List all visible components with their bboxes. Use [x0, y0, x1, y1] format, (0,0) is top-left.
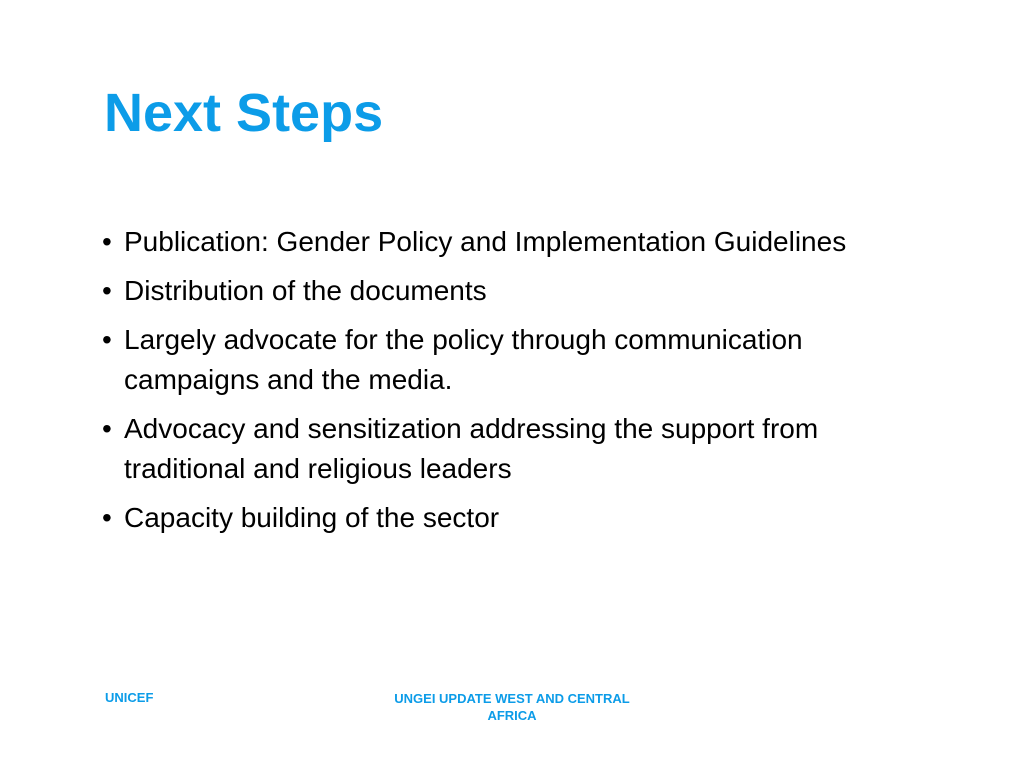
footer-title: UNGEI UPDATE WEST AND CENTRAL AFRICA [394, 691, 630, 723]
bullet-item [102, 271, 922, 311]
bullet-item [102, 320, 922, 400]
bullet-marker: • [102, 324, 112, 355]
bullet-marker: • [102, 275, 112, 306]
bullet-item [102, 222, 922, 262]
bullet-item [102, 409, 922, 489]
bullet-marker: • [102, 226, 112, 257]
bullet-text: Largely advocate for the policy through communication campaigns and the media. [124, 324, 803, 395]
bullet-list [102, 222, 922, 547]
bullet-text: Advocacy and sensitization addressing the support from traditional and religious leaders [124, 413, 819, 484]
bullet-marker: • [102, 502, 112, 533]
bullet-text: Capacity building of the sector [124, 502, 500, 533]
bullet-marker: • [102, 413, 112, 444]
slide-title: Next Steps [104, 83, 384, 143]
footer-organization: UNICEF [105, 690, 154, 705]
bullet-text: Distribution of the documents [124, 275, 487, 306]
bullet-text: Publication: Gender Policy and Implementation Guidelines [124, 226, 847, 257]
bullet-item [102, 498, 922, 538]
